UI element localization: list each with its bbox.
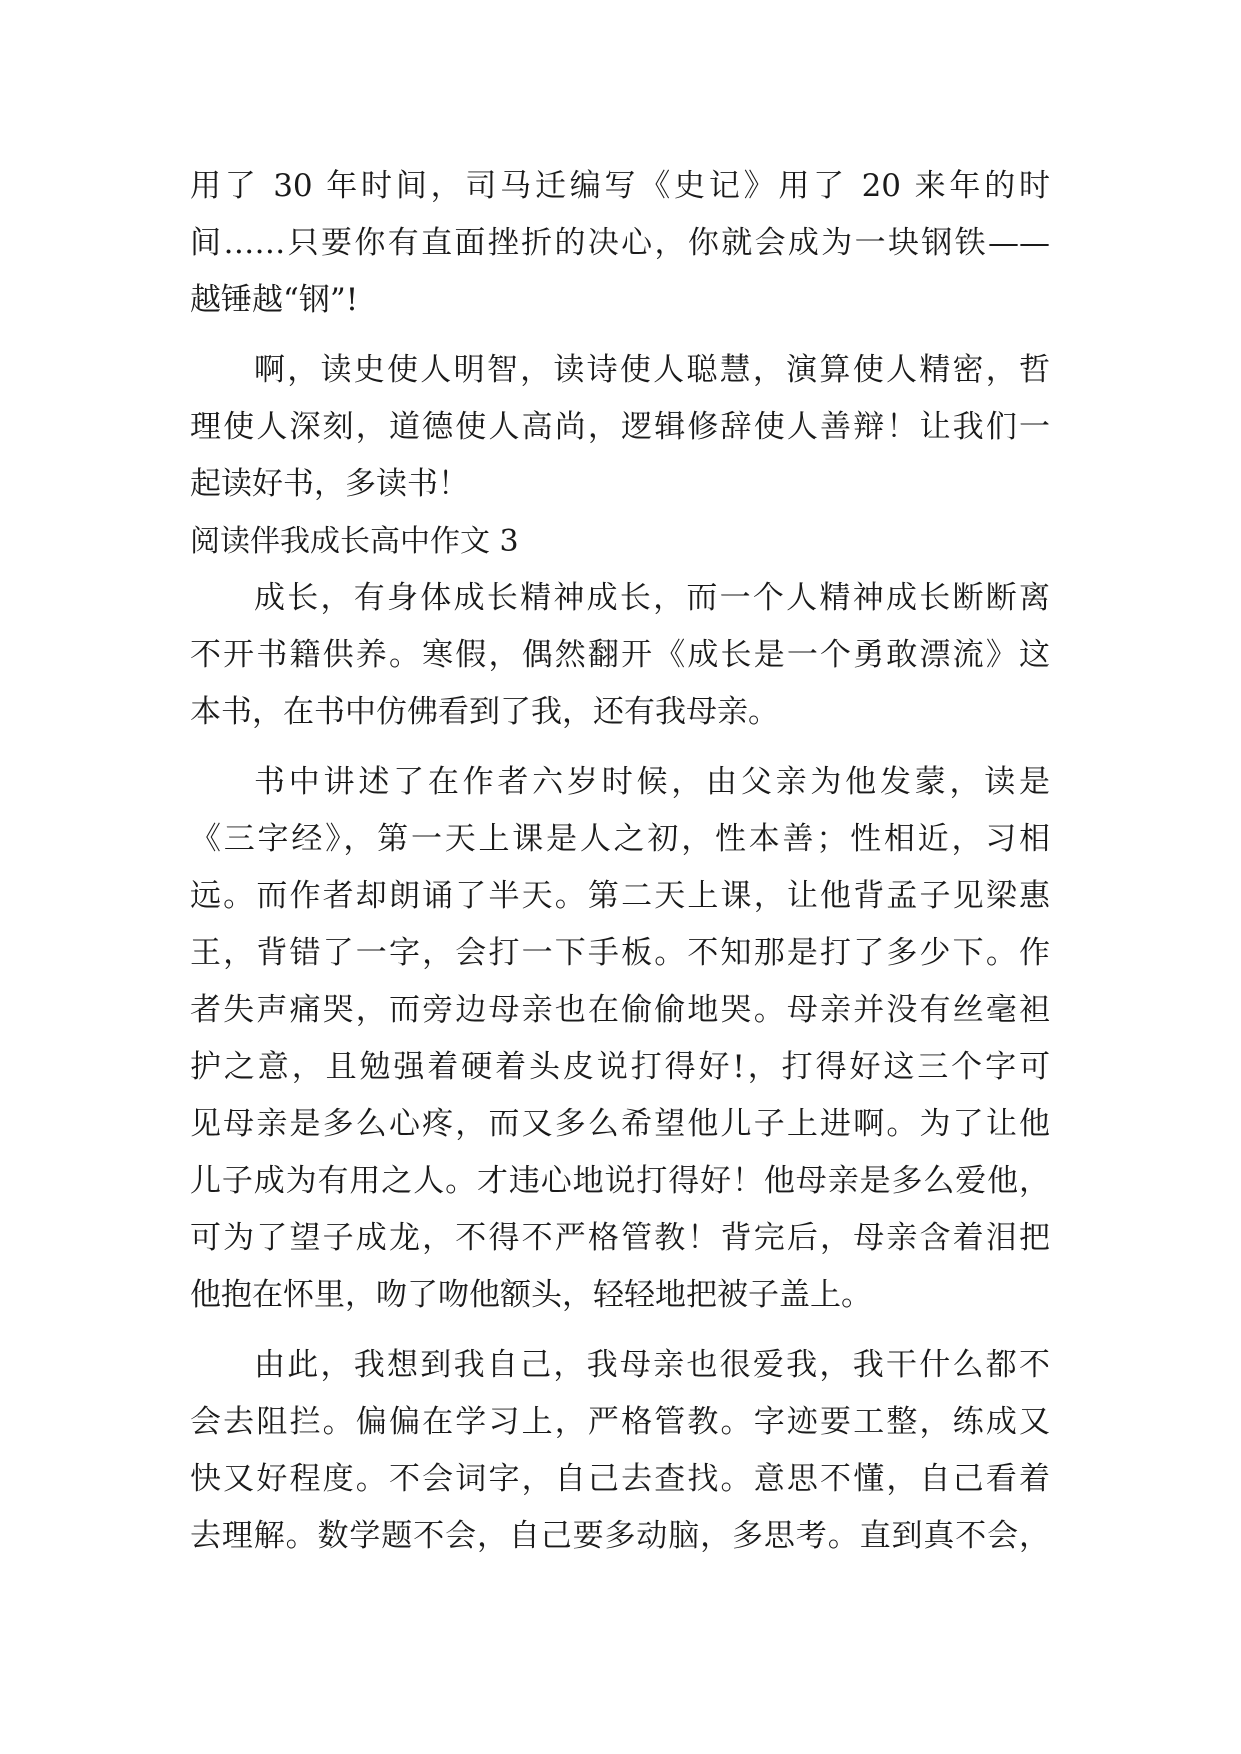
paragraph-line: 远。而作者却朗诵了半天。第二天上课，让他背孟子见梁惠 (190, 878, 1050, 914)
paragraph-line: 本书，在书中仿佛看到了我，还有我母亲。 (190, 694, 779, 730)
paragraph-line: 儿子成为有用之人。才违心地说打得好！他母亲是多么爱他， (190, 1163, 1050, 1199)
paragraph-line: 间……只要你有直面挫折的决心，你就会成为一块钢铁—— (190, 225, 1050, 261)
paragraph-line: 快又好程度。不会词字，自己去查找。意思不懂，自己看着 (190, 1461, 1050, 1497)
paragraph-line: 他抱在怀里，吻了吻他额头，轻轻地把被子盖上。 (190, 1277, 872, 1313)
paragraph-line: 去理解。数学题不会，自己要多动脑，多思考。直到真不会， (190, 1518, 1050, 1554)
paragraph-line: 成长，有身体成长精神成长，而一个人精神成长断断离 (254, 580, 1050, 616)
paragraph-line: 用了 30 年时间，司马迁编写《史记》用了 20 来年的时 (190, 168, 1050, 204)
paragraph-line: 王，背错了一字，会打一下手板。不知那是打了多少下。作 (190, 935, 1050, 971)
paragraph-line: 书中讲述了在作者六岁时候，由父亲为他发蒙，读是 (254, 764, 1050, 800)
paragraph-line: 护之意，且勉强着硬着头皮说打得好!，打得好这三个字可 (190, 1049, 1050, 1085)
document-body (190, 158, 1050, 1565)
paragraph-line: 见母亲是多么心疼，而又多么希望他儿子上进啊。为了让他 (190, 1106, 1050, 1142)
paragraph-line: 《三字经》，第一天上课是人之初，性本善；性相近，习相 (190, 821, 1050, 857)
paragraph-line: 不开书籍供养。寒假，偶然翻开《成长是一个勇敢漂流》这 (190, 637, 1050, 673)
paragraph-line: 理使人深刻，道德使人高尚，逻辑修辞使人善辩！让我们一 (190, 409, 1050, 445)
paragraph-line: 由此，我想到我自己，我母亲也很爱我，我干什么都不 (254, 1347, 1050, 1383)
paragraph-line: 者失声痛哭，而旁边母亲也在偷偷地哭。母亲并没有丝毫袒 (190, 992, 1050, 1028)
section-heading: 阅读伴我成长高中作文 3 (190, 524, 519, 559)
paragraph-line: 会去阻拦。偏偏在学习上，严格管教。字迹要工整，练成又 (190, 1404, 1050, 1440)
paragraph-line: 起读好书，多读书！ (190, 466, 469, 502)
paragraph-line: 可为了望子成龙，不得不严格管教！背完后，母亲含着泪把 (190, 1220, 1050, 1256)
paragraph-line: 啊，读史使人明智，读诗使人聪慧，演算使人精密，哲 (254, 352, 1050, 388)
paragraph-line: 越锤越“钢”! (190, 282, 359, 318)
